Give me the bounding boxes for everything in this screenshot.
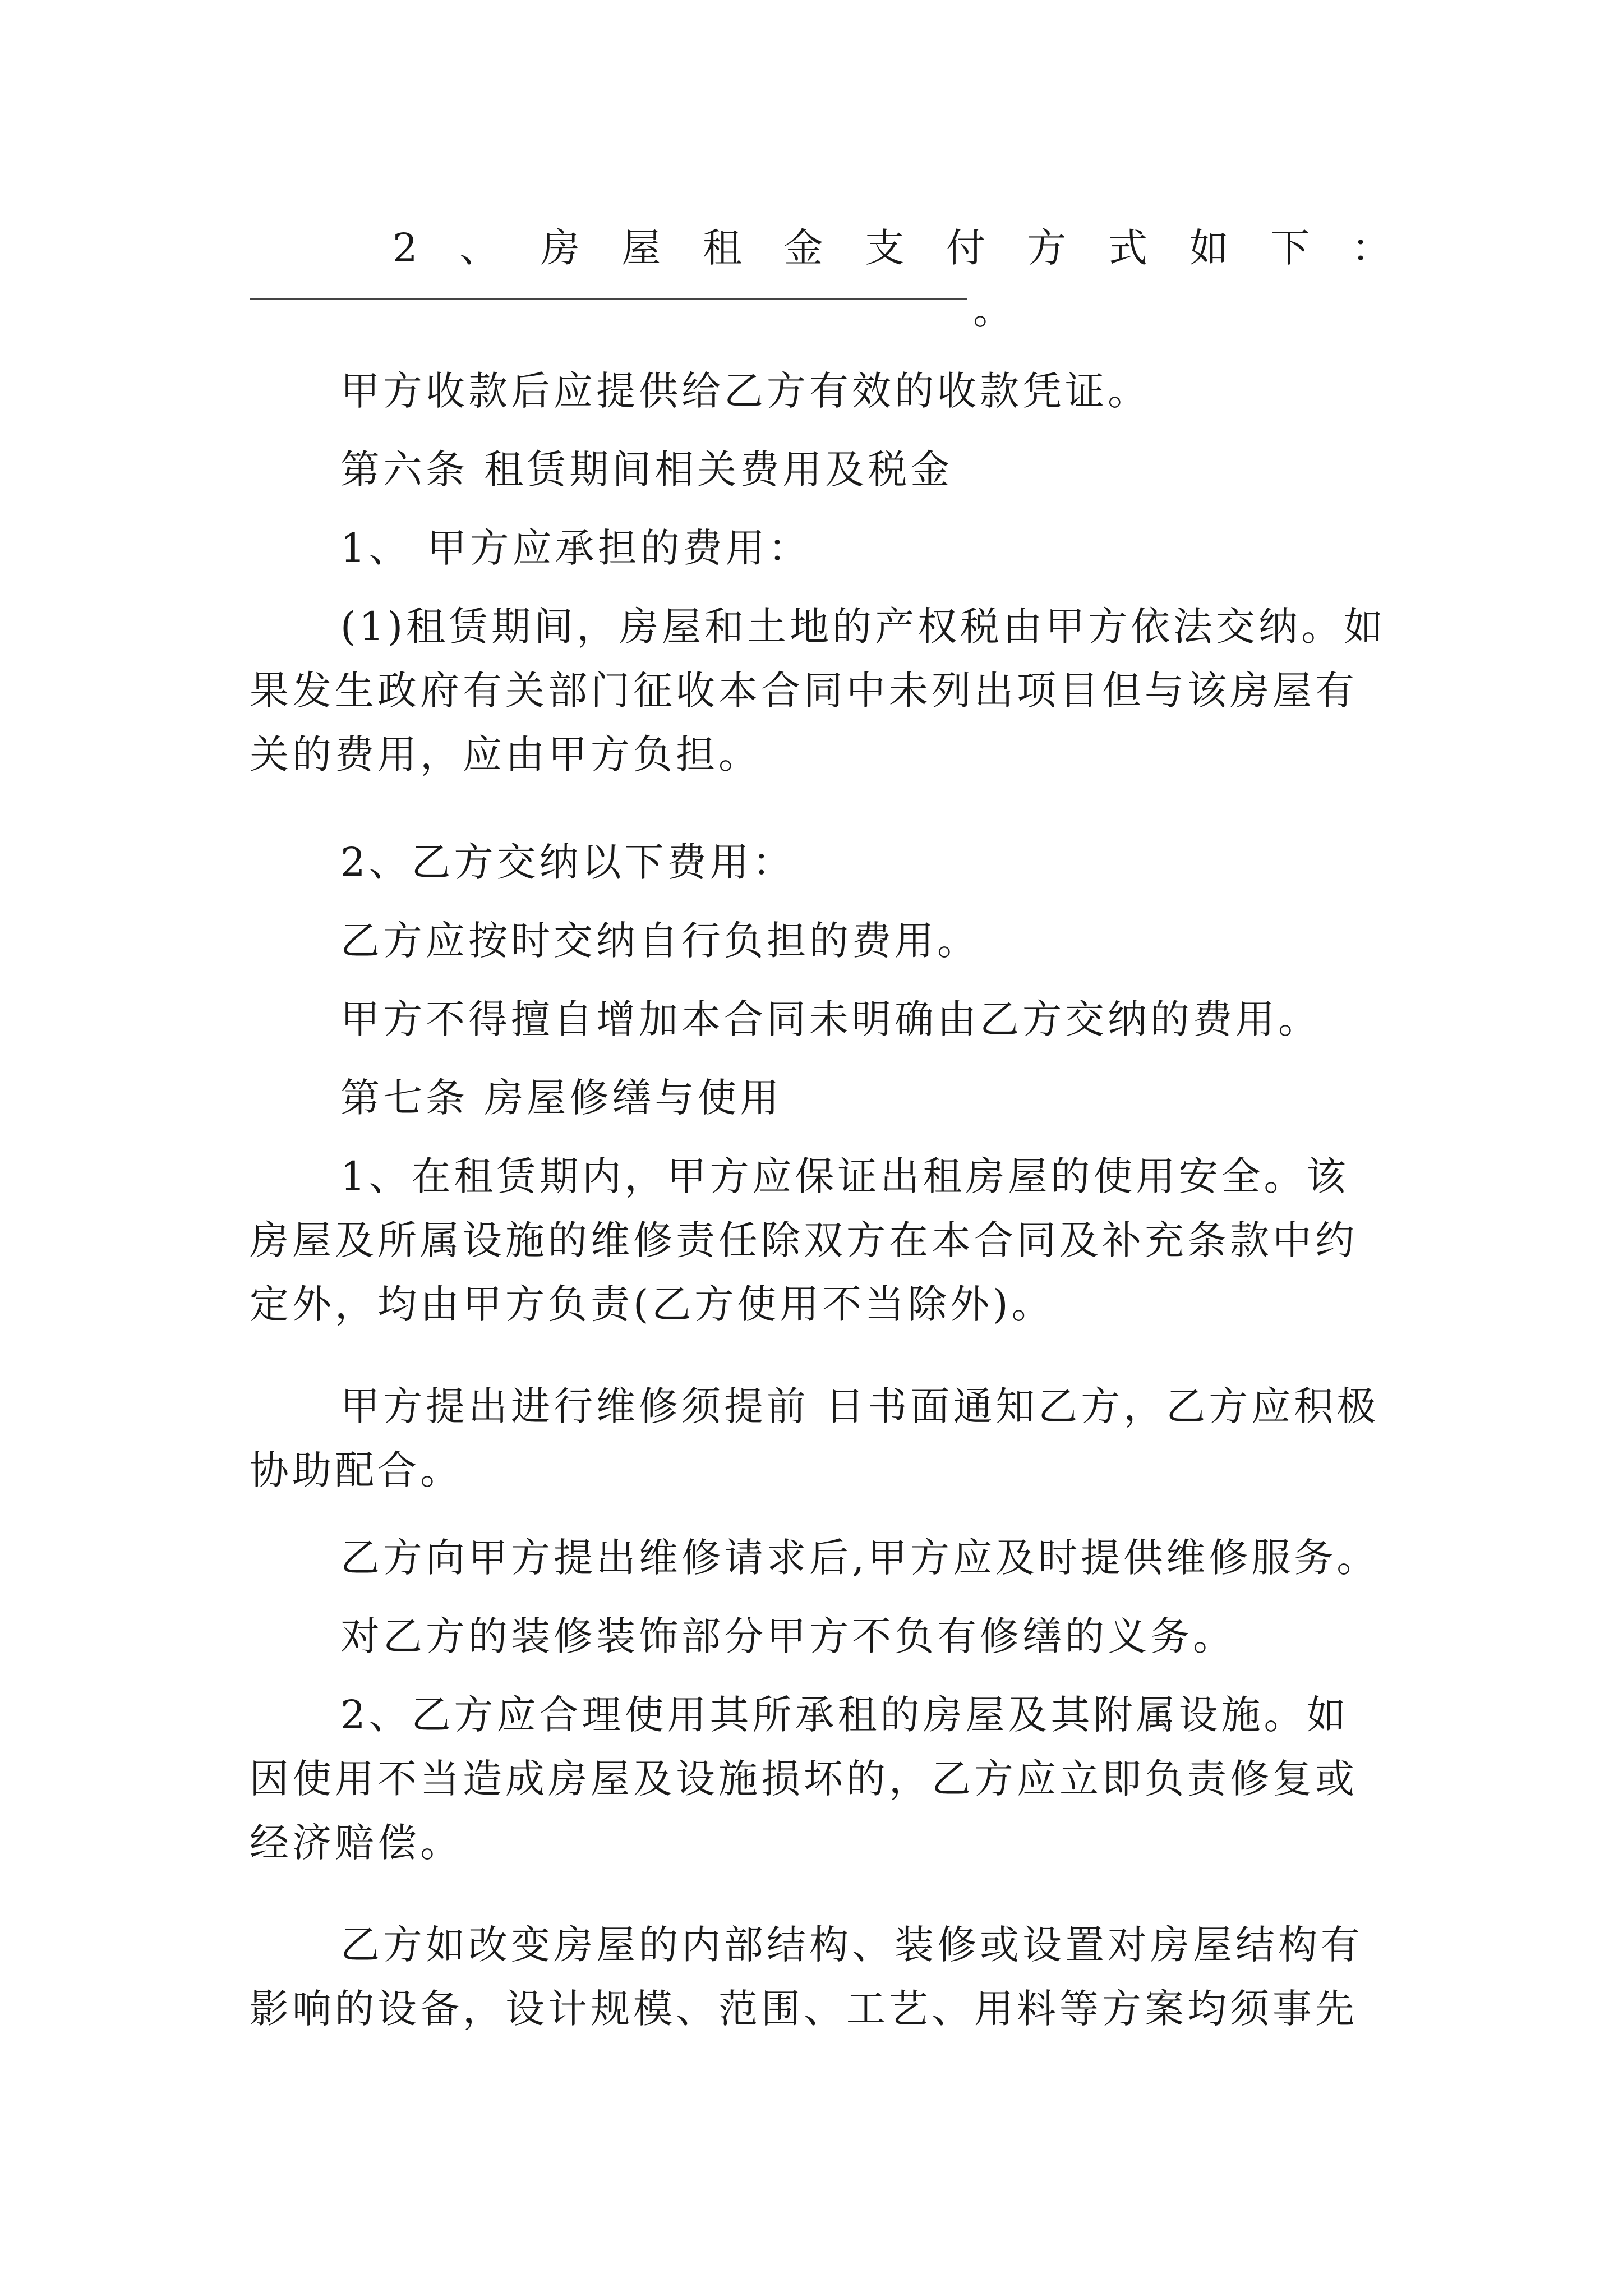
heading-char: ： [1351,225,1391,271]
heading-char: 式 [1108,225,1148,271]
paragraph-party-b-pay: 乙方应按时交纳自行负担的费用。 [340,918,980,964]
heading-char: 下 [1270,225,1310,271]
heading-char: 支 [865,225,905,271]
heading-char: 、 [459,225,499,271]
paragraph-article-seven: 第七条 房屋修缮与使用 [340,1075,783,1121]
paragraph-repair-safety: 1、在租赁期内，甲方应保证出租房屋的使用安全。该房屋及所属设施的维修责任除双方在本合同及补充条款中约定外，均由甲方负责(乙方使用不当除外)。 [250,1153,1358,1327]
heading-char: 如 [1189,225,1229,271]
paragraph-property-tax: (1)租赁期间，房屋和土地的产权税由甲方依法交纳。如果发生政府有关部门征收本合同中未列出项目但与该房屋有关的费用，应由甲方负担。 [250,604,1387,777]
heading-char: 方 [1027,225,1067,271]
blank-end-punctuation: 。 [973,287,1012,333]
paragraph-article-six: 第六条 租赁期间相关费用及税金 [340,447,953,493]
paragraph-repair-request: 乙方向甲方提出维修请求后,甲方应及时提供维修服务。 [340,1535,1380,1581]
heading-char: 2 [393,225,418,271]
paragraph-repair-notice: 甲方提出进行维修须提前 日书面通知乙方，乙方应积极协助配合。 [250,1383,1380,1493]
heading-char: 房 [540,225,580,271]
paragraph-structure-change: 乙方如改变房屋的内部结构、装修或设置对房屋结构有影响的设备，设计规模、范围、工艺、用料等方案均须事先 [250,1922,1363,2032]
paragraph-decoration: 对乙方的装修装饰部分甲方不负有修缮的义务。 [340,1613,1235,1659]
paragraph-no-extra-fees: 甲方不得擅自增加本合同未明确由乙方交纳的费用。 [340,996,1321,1042]
paragraph-party-a-fees: 1、 甲方应承担的费用： [340,525,811,571]
heading-char: 付 [946,225,985,271]
fill-in-blank-line [250,297,967,300]
heading-char: 金 [783,225,823,271]
payment-method-heading [393,216,1391,280]
heading-char: 租 [702,225,742,271]
paragraph-party-b-fees: 2、乙方交纳以下费用： [340,839,795,885]
paragraph-receipt: 甲方收款后应提供给乙方有效的收款凭证。 [340,368,1150,414]
paragraph-proper-use: 2、乙方应合理使用其所承租的房屋及其附属设施。如因使用不当造成房屋及设施损坏的，乙方应立即负责修复或经济赔偿。 [250,1692,1358,1866]
heading-char: 屋 [621,225,661,271]
